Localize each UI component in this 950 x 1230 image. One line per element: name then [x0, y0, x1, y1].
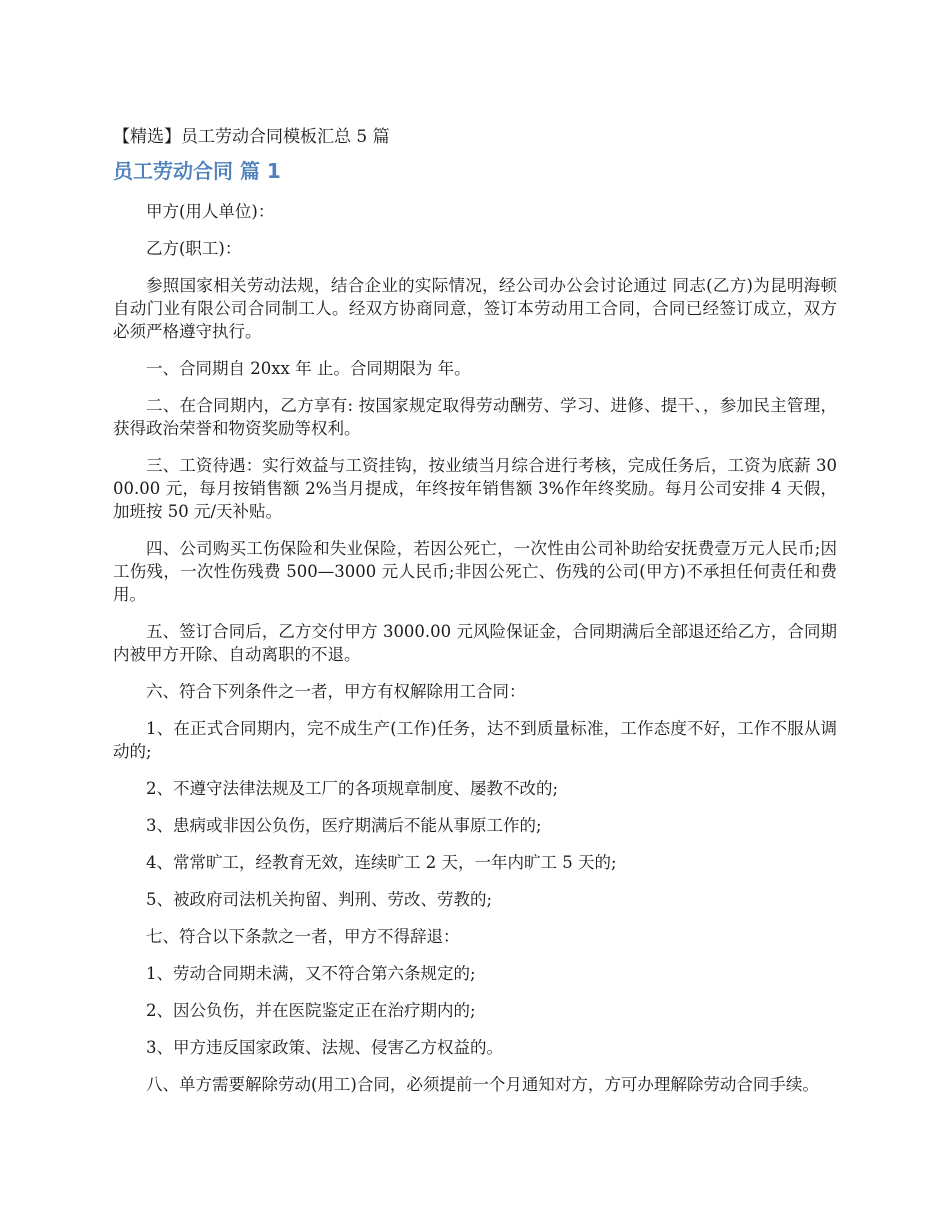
list-item: 1、劳动合同期未满，又不符合第六条规定的; — [146, 964, 476, 983]
document-title: 【精选】员工劳动合同模板汇总 5 篇 — [113, 127, 390, 147]
paragraph-clause-7: 七、符合以下条款之一者，甲方不得辞退： — [146, 927, 460, 946]
paragraph-clause-2: 二、在合同期内，乙方享有: 按国家规定取得劳动酬劳、学习、进修、提干、，参加民主管理，获得政治荣誉和物资奖励等权利。 — [113, 396, 837, 438]
list-item: 3、甲方违反国家政策、法规、侵害乙方权益的。 — [146, 1038, 503, 1057]
paragraph-party-b: 乙方(职工)： — [146, 239, 242, 258]
paragraph-preamble: 参照国家相关劳动法规，结合企业的实际情况，经公司办公会讨论通过 同志(乙方)为昆明海顿自动门业有限公司合同制工人。经双方协商同意，签订本劳动用工合同，合同已经签订成立，双方必须严格遵守执行。 — [113, 276, 837, 341]
paragraph-clause-5: 五、签订合同后，乙方交付甲方 3000.00 元风险保证金，合同期满后全部退还给乙方，合同期内被甲方开除、自动离职的不退。 — [113, 622, 837, 664]
list-item: 2、因公负伤，并在医院鉴定正在治疗期内的; — [146, 1001, 476, 1020]
list-item: 5、被政府司法机关拘留、判刑、劳改、劳教的; — [146, 890, 493, 909]
paragraph-clause-4: 四、公司购买工伤保险和失业保险，若因公死亡，一次性由公司补助给安抚费壹万元人民币;因工伤残，一次性伤残费 500—3000 元人民币;非因公死亡、伤残的公司(甲方)不承担任何责任和费用。 — [113, 539, 837, 604]
section-heading: 员工劳动合同 篇 1 — [113, 159, 281, 183]
list-item: 3、患病或非因公负伤，医疗期满后不能从事原工作的; — [146, 816, 542, 835]
paragraph-clause-1: 一、合同期自 20xx 年 止。合同期限为 年。 — [146, 359, 471, 378]
paragraph-clause-3: 三、工资待遇：实行效益与工资挂钩，按业绩当月综合进行考核，完成任务后，工资为底薪 3000.00 元，每月按销售额 2%当月提成，年终按年销售额 3%作年终奖励。每月公司安排 4 天假，加班按 50 元/天补贴。 — [113, 456, 837, 521]
list-item: 1、在正式合同期内，完不成生产(工作)任务，达不到质量标准，工作态度不好，工作不服从调动的; — [113, 719, 837, 761]
paragraph-clause-8: 八、单方需要解除劳动(用工)合同，必须提前一个月通知对方，方可办理解除劳动合同手续。 — [146, 1075, 819, 1094]
list-item: 2、不遵守法律法规及工厂的各项规章制度、屡教不改的; — [146, 779, 559, 798]
list-item: 4、常常旷工，经教育无效，连续旷工 2 天，一年内旷工 5 天的; — [146, 853, 617, 872]
paragraph-clause-6: 六、符合下列条件之一者，甲方有权解除用工合同： — [146, 682, 526, 701]
paragraph-party-a: 甲方(用人单位)： — [146, 202, 275, 221]
